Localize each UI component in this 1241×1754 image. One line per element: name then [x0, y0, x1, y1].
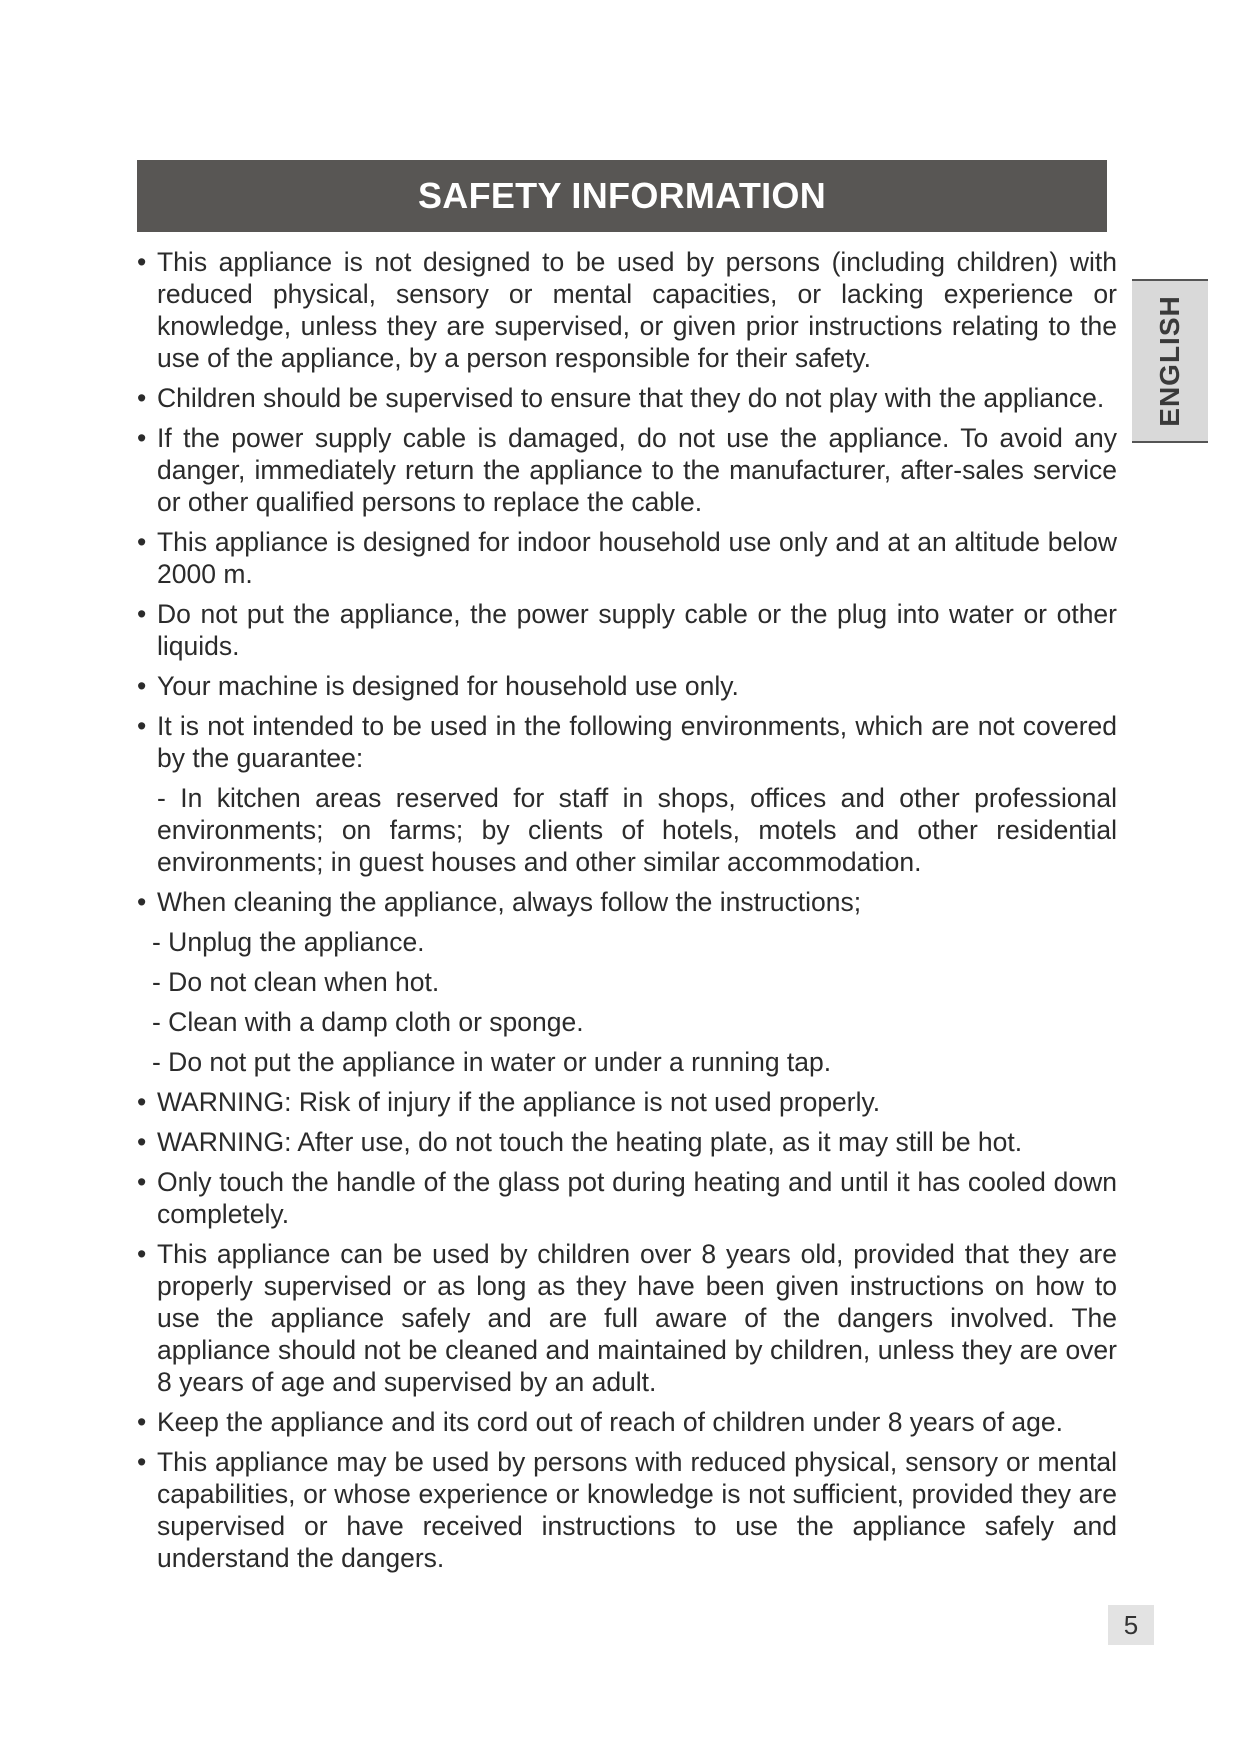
- list-item: [137, 1126, 1117, 1158]
- list-item: [137, 1166, 1117, 1230]
- list-item-text: Your machine is designed for household use only.: [157, 671, 739, 701]
- bullet-icon: •: [137, 1167, 147, 1197]
- sub-item: [137, 1006, 1117, 1038]
- list-item: [137, 422, 1117, 518]
- list-item: [137, 526, 1117, 590]
- sub-item-text: - Clean with a damp cloth or sponge.: [152, 1007, 584, 1037]
- sub-item-text: - In kitchen areas reserved for staff in shops, offices and other professional environments; on farms; by clients of hotels, motels and other residential environments; in guest houses and other similar accommodation.: [157, 783, 1117, 877]
- sub-item: [137, 966, 1117, 998]
- list-item-text: This appliance can be used by children over 8 years old, provided that they are properly supervised or as long as they have been given instructions on how to use the appliance safely and are full aware of the dangers involved. The appliance should not be cleaned and maintained by children, unless they are over 8 years of age and supervised by an adult.: [157, 1239, 1117, 1397]
- list-item-text: WARNING: After use, do not touch the heating plate, as it may still be hot.: [157, 1127, 1023, 1157]
- bullet-icon: •: [137, 1447, 147, 1477]
- page-number: 5: [1108, 1605, 1154, 1645]
- bullet-icon: •: [137, 423, 147, 453]
- list-item-text: When cleaning the appliance, always follow the instructions;: [157, 887, 862, 917]
- sub-item-text: - Do not clean when hot.: [152, 967, 440, 997]
- safety-list: [137, 246, 1117, 1582]
- list-item: [137, 246, 1117, 374]
- list-item: [137, 710, 1117, 774]
- sub-item-text: - Unplug the appliance.: [152, 927, 425, 957]
- bullet-icon: •: [137, 383, 147, 413]
- list-item: [137, 1446, 1117, 1574]
- list-item-text: Do not put the appliance, the power supply cable or the plug into water or other liquids.: [157, 599, 1117, 661]
- list-item: [137, 598, 1117, 662]
- list-item-text: Children should be supervised to ensure that they do not play with the appliance.: [157, 383, 1105, 413]
- list-item-text: This appliance is designed for indoor household use only and at an altitude below 2000 m.: [157, 527, 1117, 589]
- list-item-text: If the power supply cable is damaged, do not use the appliance. To avoid any danger, immediately return the appliance to the manufacturer, after-sales service or other qualified persons to replace the cable.: [157, 423, 1117, 517]
- bullet-icon: •: [137, 671, 147, 701]
- list-item: [137, 670, 1117, 702]
- list-item-text: It is not intended to be used in the following environments, which are not covered by the guarantee:: [157, 711, 1117, 773]
- list-item: [137, 1406, 1117, 1438]
- language-tab-label: ENGLISH: [1154, 295, 1185, 427]
- list-item: [137, 1086, 1117, 1118]
- list-item: [137, 382, 1117, 414]
- sub-item: [137, 782, 1117, 878]
- bullet-icon: •: [137, 711, 147, 741]
- list-item-text: This appliance is not designed to be used by persons (including children) with reduced physical, sensory or mental capacities, or lacking experience or knowledge, unless they are supervised, or given prior instructions relating to the use of the appliance, by a person responsible for their safety.: [157, 247, 1117, 373]
- list-item: [137, 886, 1117, 918]
- list-item-text: Keep the appliance and its cord out of reach of children under 8 years of age.: [157, 1407, 1064, 1437]
- sub-item: [137, 926, 1117, 958]
- list-item-text: Only touch the handle of the glass pot during heating and until it has cooled down completely.: [157, 1167, 1117, 1229]
- sub-item-text: - Do not put the appliance in water or under a running tap.: [152, 1047, 832, 1077]
- list-item-text: WARNING: Risk of injury if the appliance is not used properly.: [157, 1087, 881, 1117]
- list-item-text: This appliance may be used by persons with reduced physical, sensory or mental capabilities, or whose experience or knowledge is not sufficient, provided they are supervised or have received instructions to use the appliance safely and understand the dangers.: [157, 1447, 1117, 1573]
- section-title: SAFETY INFORMATION: [137, 160, 1107, 232]
- bullet-icon: •: [137, 1239, 147, 1269]
- bullet-icon: •: [137, 1407, 147, 1437]
- list-item: [137, 1238, 1117, 1398]
- bullet-icon: •: [137, 1087, 147, 1117]
- sub-item: [137, 1046, 1117, 1078]
- bullet-icon: •: [137, 887, 147, 917]
- bullet-icon: •: [137, 1127, 147, 1157]
- bullet-icon: •: [137, 247, 147, 277]
- bullet-icon: •: [137, 527, 147, 557]
- bullet-icon: •: [137, 599, 147, 629]
- language-tab: [1132, 279, 1208, 443]
